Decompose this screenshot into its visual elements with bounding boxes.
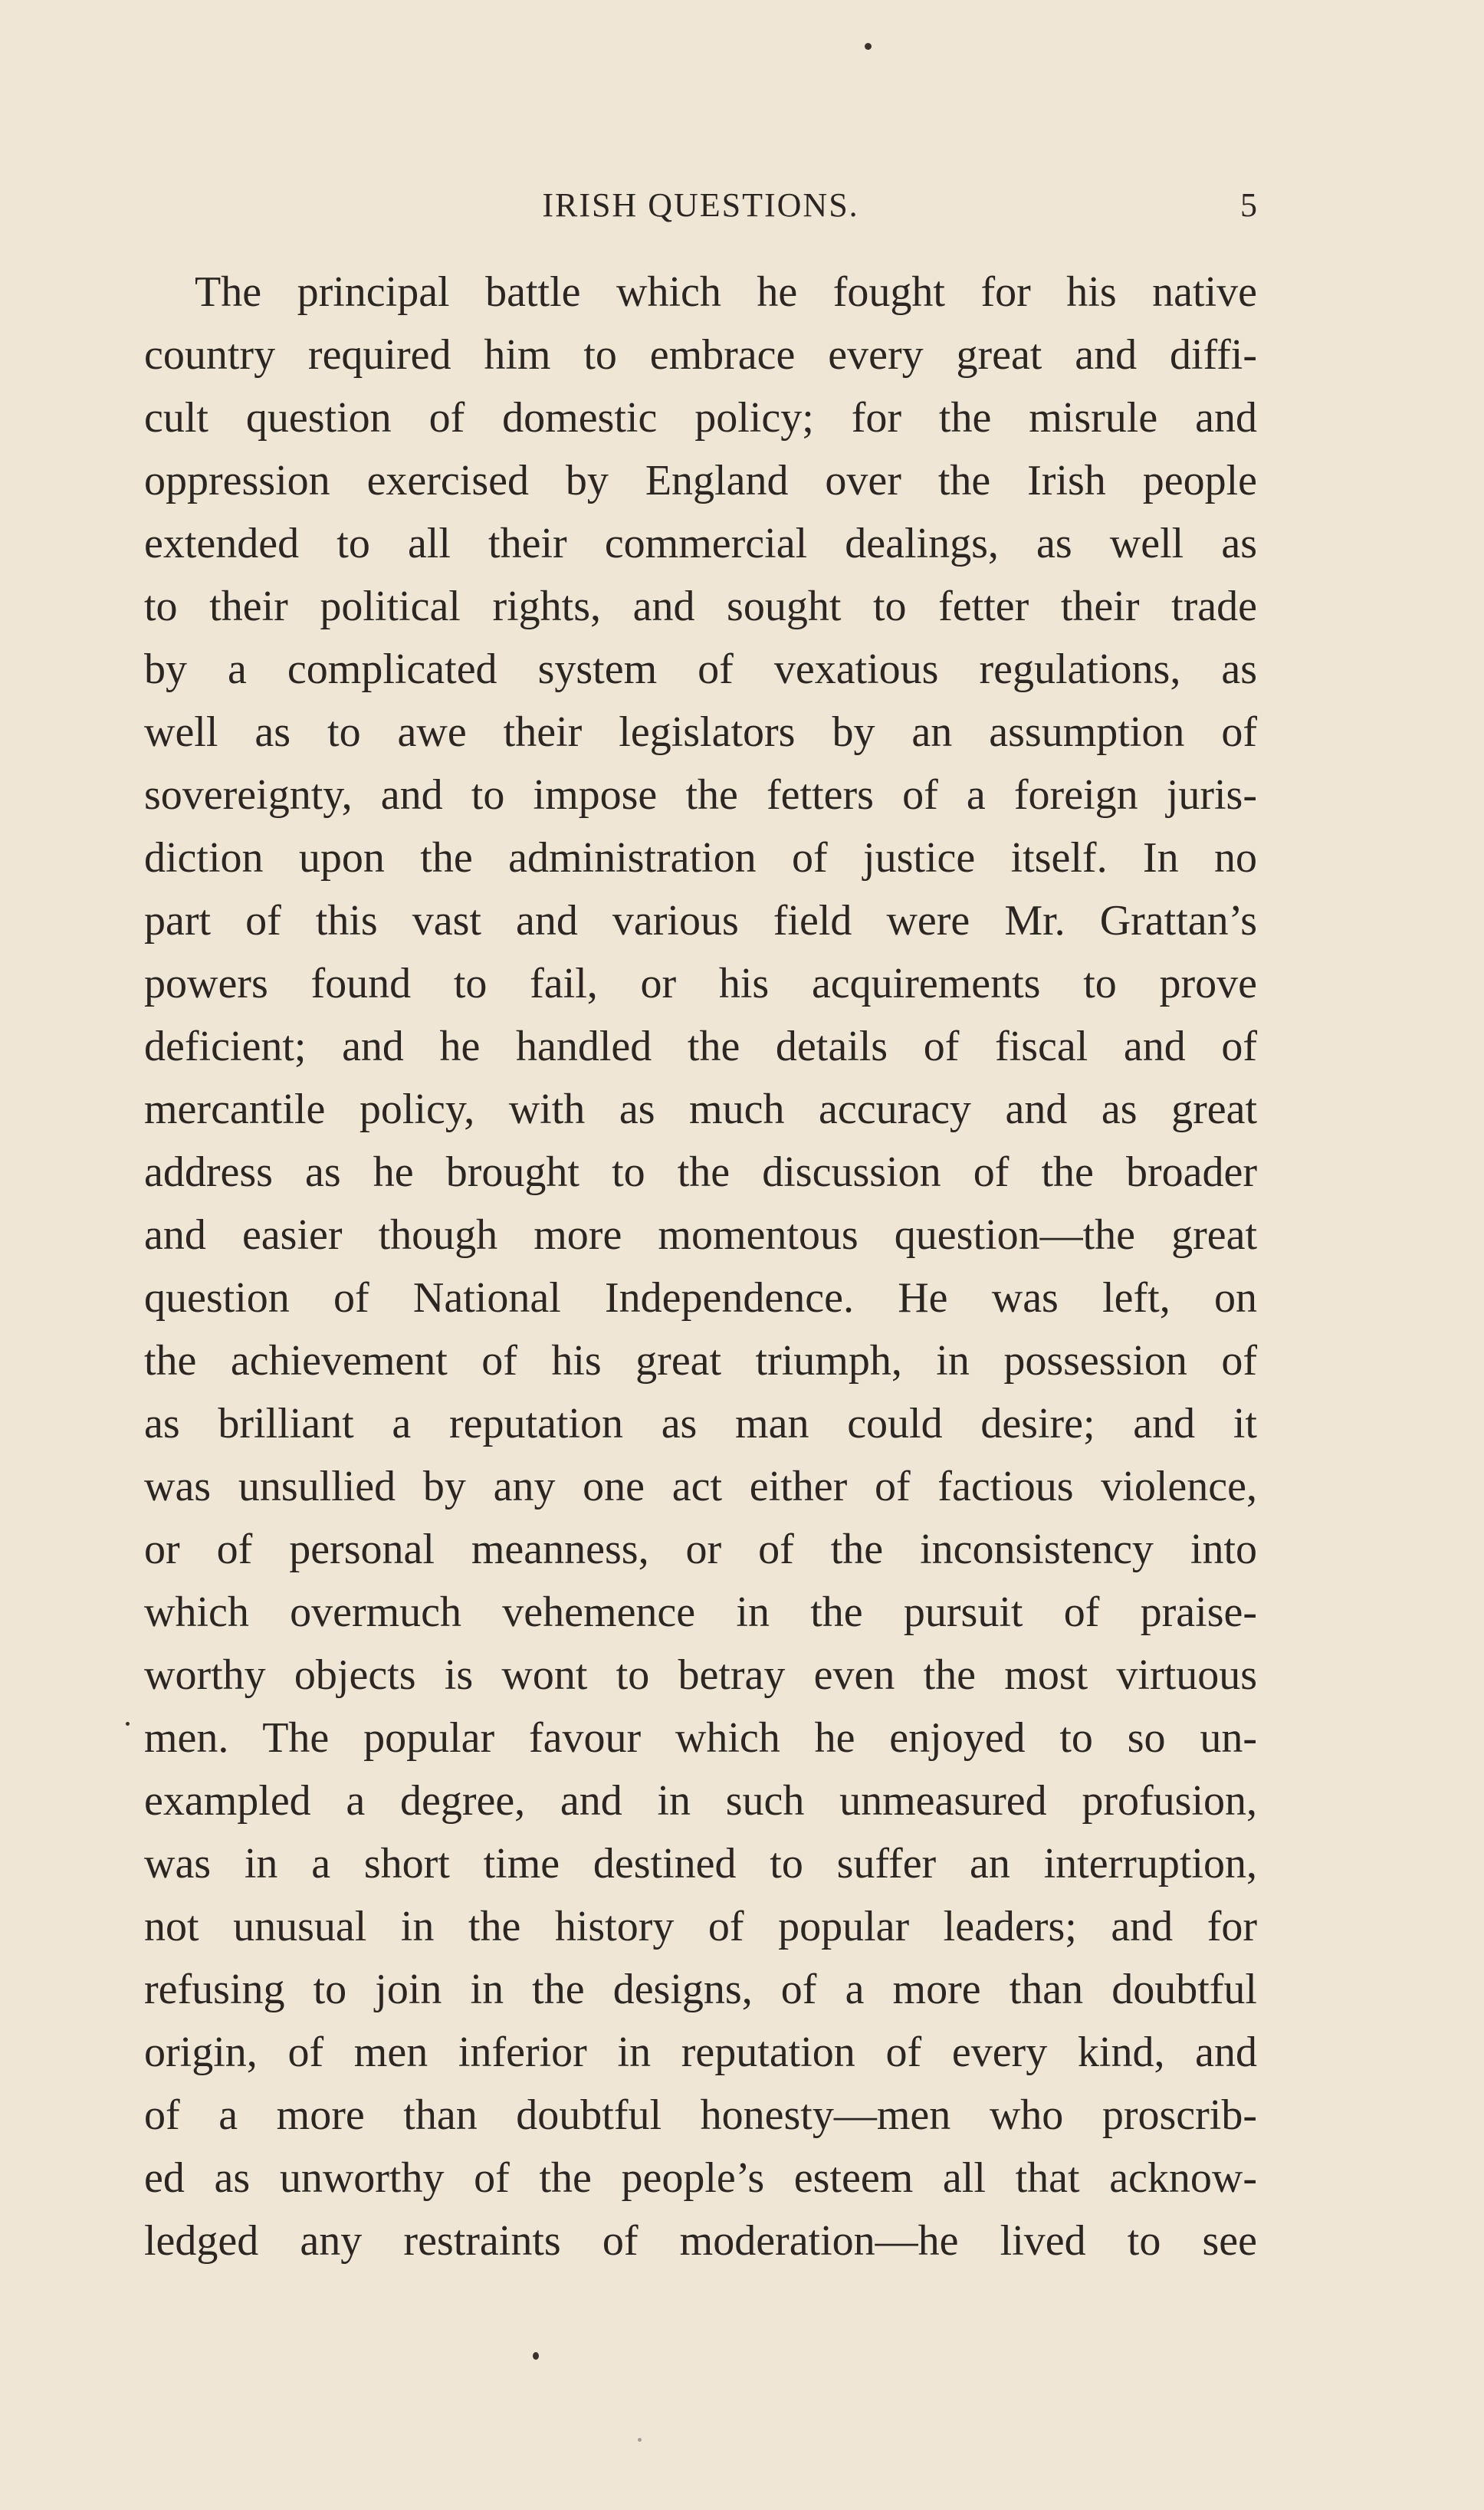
text-line: and easier though more momentous question—the great (144, 1211, 1257, 1259)
ink-speck (126, 1722, 130, 1726)
text-line: refusing to join in the designs, of a more than doubtful (144, 1966, 1257, 2013)
text-line: extended to all their commercial dealings, as well as (144, 520, 1257, 567)
text-line: men. The popular favour which he enjoyed to so un- (144, 1714, 1257, 1762)
running-head (144, 182, 1257, 228)
text-line: The principal battle which he fought for his native (195, 268, 1257, 316)
text-line: well as to awe their legislators by an assumption of (144, 708, 1257, 756)
body-text (144, 261, 1257, 2272)
text-line: or of personal meanness, or of the inconsistency into (144, 1526, 1257, 1573)
text-line: question of National Independence. He was left, on (144, 1274, 1257, 1322)
text-line: part of this vast and various field were Mr. Grattan’s (144, 897, 1257, 945)
page-number: 5 (1240, 186, 1257, 224)
text-line: exampled a degree, and in such unmeasured profusion, (144, 1777, 1257, 1825)
text-line: ed as unworthy of the people’s esteem all that acknow- (144, 2154, 1257, 2202)
ink-speck (533, 2352, 539, 2360)
text-line: oppression exercised by England over the Irish people (144, 457, 1257, 504)
text-line: by a complicated system of vexatious regulations, as (144, 646, 1257, 693)
text-line: address as he brought to the discussion of the broader (144, 1148, 1257, 1196)
text-line: diction upon the administration of justice itself. In no (144, 834, 1257, 882)
text-line: worthy objects is wont to betray even the most virtuous (144, 1651, 1257, 1699)
text-line: the achievement of his great triumph, in possession of (144, 1337, 1257, 1385)
ink-speck (638, 2438, 642, 2442)
text-line: origin, of men inferior in reputation of every kind, and (144, 2029, 1257, 2076)
ink-speck (865, 43, 872, 50)
text-line: deficient; and he handled the details of fiscal and of (144, 1023, 1257, 1070)
text-line: was unsullied by any one act either of factious violence, (144, 1463, 1257, 1510)
text-line: which overmuch vehemence in the pursuit of praise- (144, 1588, 1257, 1636)
text-line: powers found to fail, or his acquirements to prove (144, 960, 1257, 1007)
text-line: country required him to embrace every great and diffi- (144, 331, 1257, 379)
text-line: not unusual in the history of popular leaders; and for (144, 1903, 1257, 1950)
text-line: cult question of domestic policy; for the misrule and (144, 394, 1257, 442)
text-line: sovereignty, and to impose the fetters of a foreign juris- (144, 771, 1257, 819)
text-line: as brilliant a reputation as man could desire; and it (144, 1400, 1257, 1447)
running-title: IRISH QUESTIONS. (542, 186, 859, 224)
text-line: ledged any restraints of moderation—he lived to see (144, 2217, 1257, 2265)
text-line: mercantile policy, with as much accuracy and as great (144, 1086, 1257, 1133)
text-line: to their political rights, and sought to fetter their trade (144, 583, 1257, 630)
text-line: of a more than doubtful honesty—men who proscrib- (144, 2091, 1257, 2139)
text-line: was in a short time destined to suffer an interruption, (144, 1840, 1257, 1887)
